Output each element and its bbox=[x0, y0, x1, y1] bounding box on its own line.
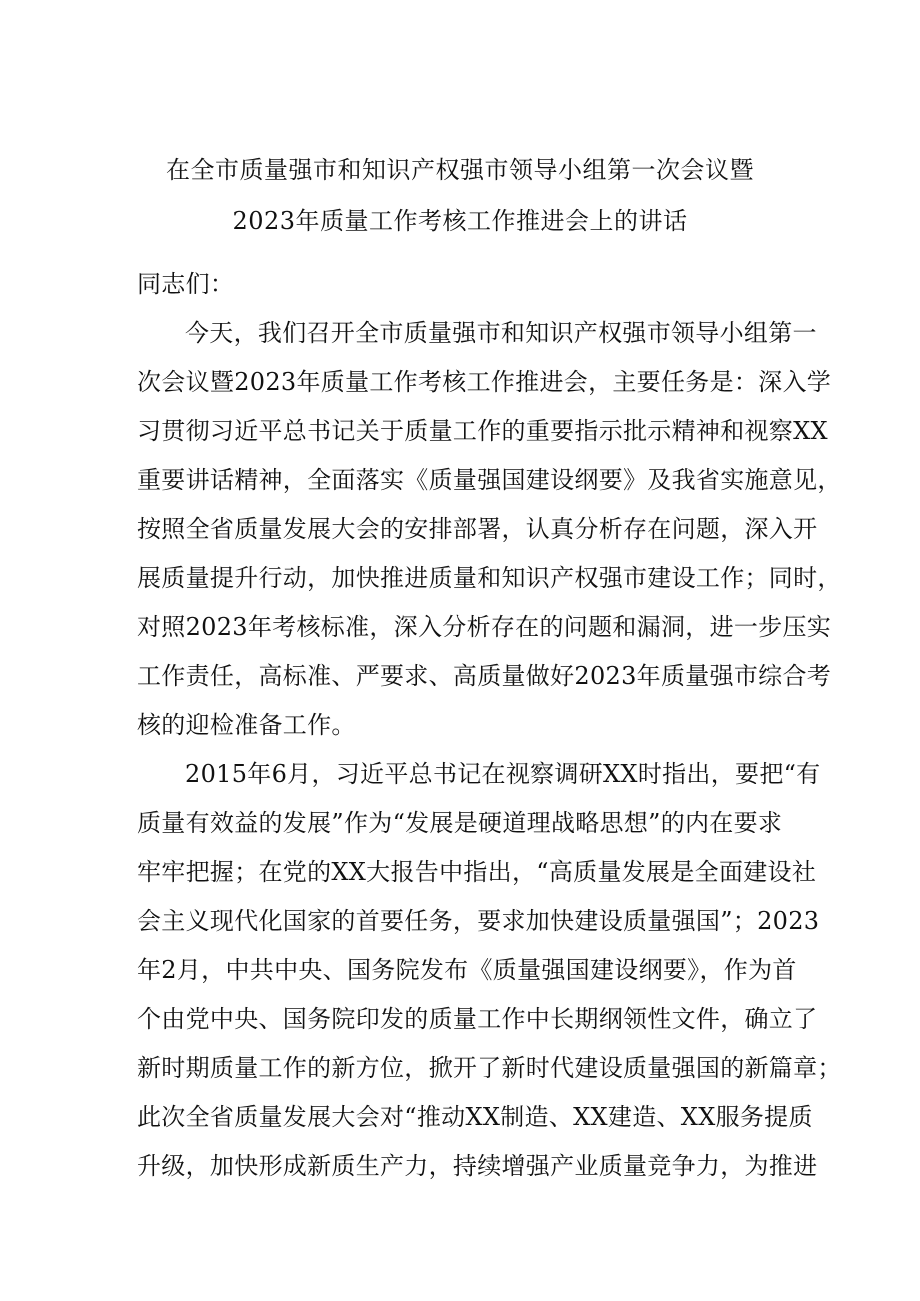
paragraph-1-line: 展质量提升行动，加快推进质量和知识产权强市建设工作；同时， bbox=[137, 564, 842, 592]
paragraph-1-line: 对照2023年考核标准，深入分析存在的问题和漏洞，进一步压实 bbox=[137, 613, 832, 641]
paragraph-2-line: 个由党中央、国务院印发的质量工作中长期纲领性文件，确立了 bbox=[137, 1005, 818, 1033]
paragraph-2-line: 会主义现代化国家的首要任务，要求加快建设质量强国”；2023 bbox=[137, 907, 820, 935]
paragraph-2-line: 此次全省质量发展大会对“推动XX制造、XX建造、XX服务提质 bbox=[137, 1103, 813, 1131]
paragraph-2-line: 新时期质量工作的新方位，掀开了新时代建设质量强国的新篇章； bbox=[137, 1054, 842, 1082]
paragraph-2-line: 年2月，中共中央、国务院发布《质量强国建设纲要》，作为首 bbox=[137, 956, 797, 984]
paragraph-1-line: 次会议暨2023年质量工作考核工作推进会，主要任务是：深入学 bbox=[137, 368, 832, 396]
paragraph-2-line: 质量有效益的发展”作为“发展是硬道理战略思想”的内在要求 bbox=[137, 809, 783, 837]
paragraph-2-line: 牢牢把握；在党的XX大报告中指出，“高质量发展是全面建设社 bbox=[137, 858, 817, 886]
paragraph-2-line: 2015年6月，习近平总书记在视察调研XX时指出，要把“有 bbox=[185, 760, 821, 788]
document-title-line-1: 在全市质量强市和知识产权强市领导小组第一次会议暨 bbox=[166, 156, 754, 184]
paragraph-1-line: 工作责任，高标准、严要求、高质量做好2023年质量强市综合考 bbox=[137, 662, 832, 690]
document-title-line-2: 2023年质量工作考核工作推进会上的讲话 bbox=[232, 207, 688, 235]
paragraph-1-line: 核的迎检准备工作。 bbox=[137, 711, 356, 739]
paragraph-1-line: 今天，我们召开全市质量强市和知识产权强市领导小组第一 bbox=[185, 319, 817, 347]
paragraph-2-line: 升级，加快形成新质生产力，持续增强产业质量竞争力，为推进 bbox=[137, 1152, 818, 1180]
paragraph-1-line: 习贯彻习近平总书记关于质量工作的重要指示批示精神和视察XX bbox=[137, 417, 828, 445]
paragraph-1-line: 按照全省质量发展大会的安排部署，认真分析存在问题，深入开 bbox=[137, 515, 818, 543]
paragraph-1-line: 重要讲话精神，全面落实《质量强国建设纲要》及我省实施意见， bbox=[137, 466, 842, 494]
salutation: 同志们： bbox=[137, 270, 235, 298]
